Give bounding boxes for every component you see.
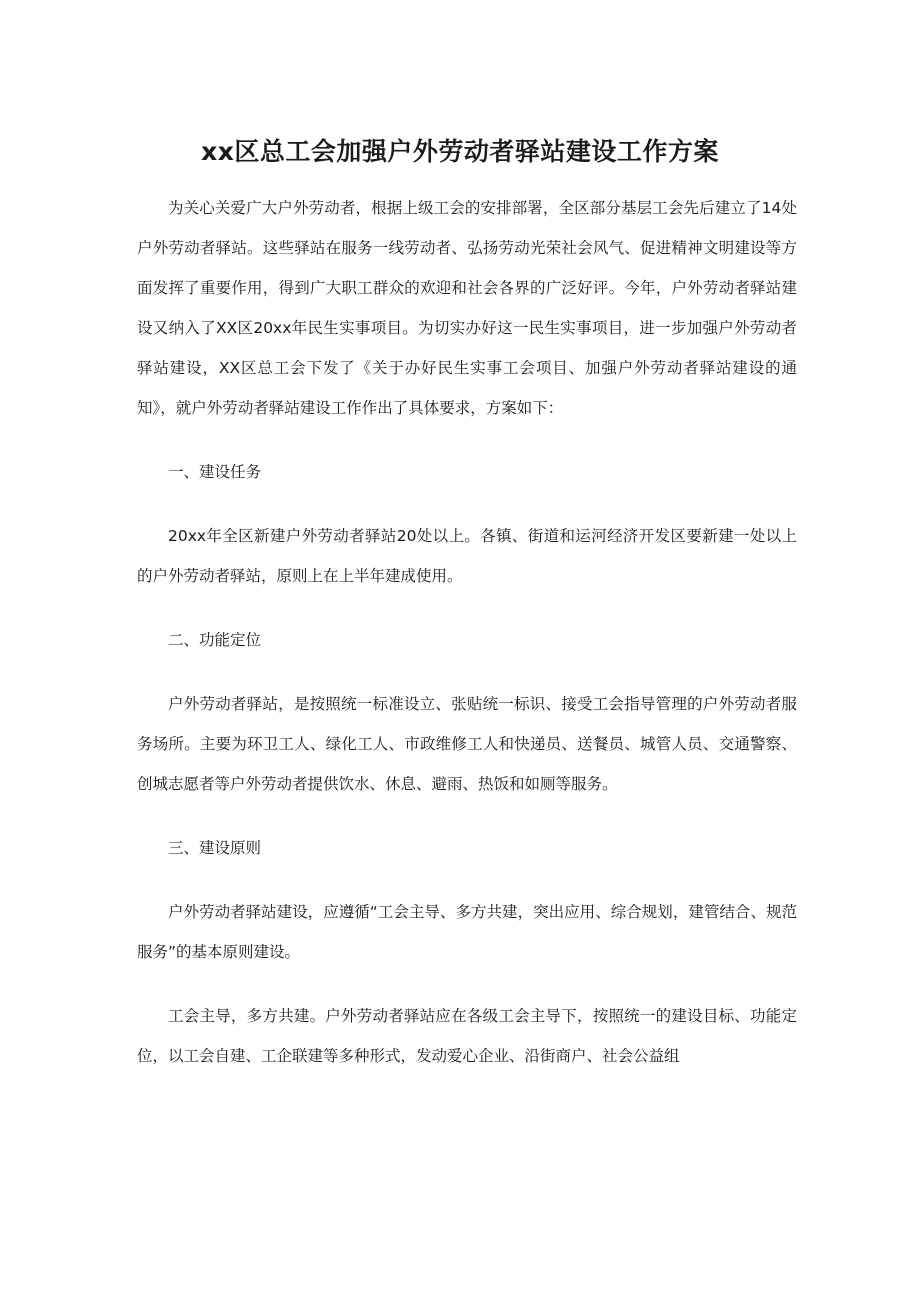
document-body — [137, 188, 797, 1076]
intro-paragraph: 为关心关爱广大户外劳动者，根据上级工会的安排部署，全区部分基层工会先后建立了14处户外劳动者驿站。这些驿站在服务一线劳动者、弘扬劳动光荣社会风气、促进精神文明建设等方面发挥了重要作用，得到广大职工群众的欢迎和社会各界的广泛好评。今年，户外劳动者驿站建设又纳入了XX区20xx年民生实事项目。为切实办好这一民生实事项目，进一步加强户外劳动者驿站建设，XX区总工会下发了《关于办好民生实事工会项目、加强户外劳动者驿站建设的通知》，就户外劳动者驿站建设工作作出了具体要求，方案如下： — [137, 199, 797, 417]
section-heading-construction-principles: 三、建设原则 — [168, 839, 262, 857]
section-heading-construction-tasks: 一、建设任务 — [168, 463, 262, 481]
document-title: xx区总工会加强户外劳动者驿站建设工作方案 — [201, 137, 719, 166]
section-function-positioning-text: 户外劳动者驿站，是按照统一标准设立、张贴统一标识、接受工会指导管理的户外劳动者服务场所。主要为环卫工人、绿化工人、市政维修工人和快递员、送餐员、城管人员、交通警察、创城志愿者等户外劳动者提供饮水、休息、避雨、热饭和如厕等服务。 — [137, 695, 797, 793]
section-construction-principles-text: 户外劳动者驿站建设，应遵循“工会主导、多方共建，突出应用、综合规划，建管结合、规范服务”的基本原则建设。 — [137, 903, 797, 961]
section-construction-tasks-text: 20xx年全区新建户外劳动者驿站20处以上。各镇、街道和运河经济开发区要新建一处以上的户外劳动者驿站，原则上在上半年建成使用。 — [137, 527, 797, 585]
section-union-led-text: 工会主导，多方共建。户外劳动者驿站应在各级工会主导下，按照统一的建设目标、功能定位，以工会自建、工企联建等多种形式，发动爱心企业、沿街商户、社会公益组 — [137, 1007, 797, 1065]
section-heading-function-positioning: 二、功能定位 — [168, 631, 262, 649]
